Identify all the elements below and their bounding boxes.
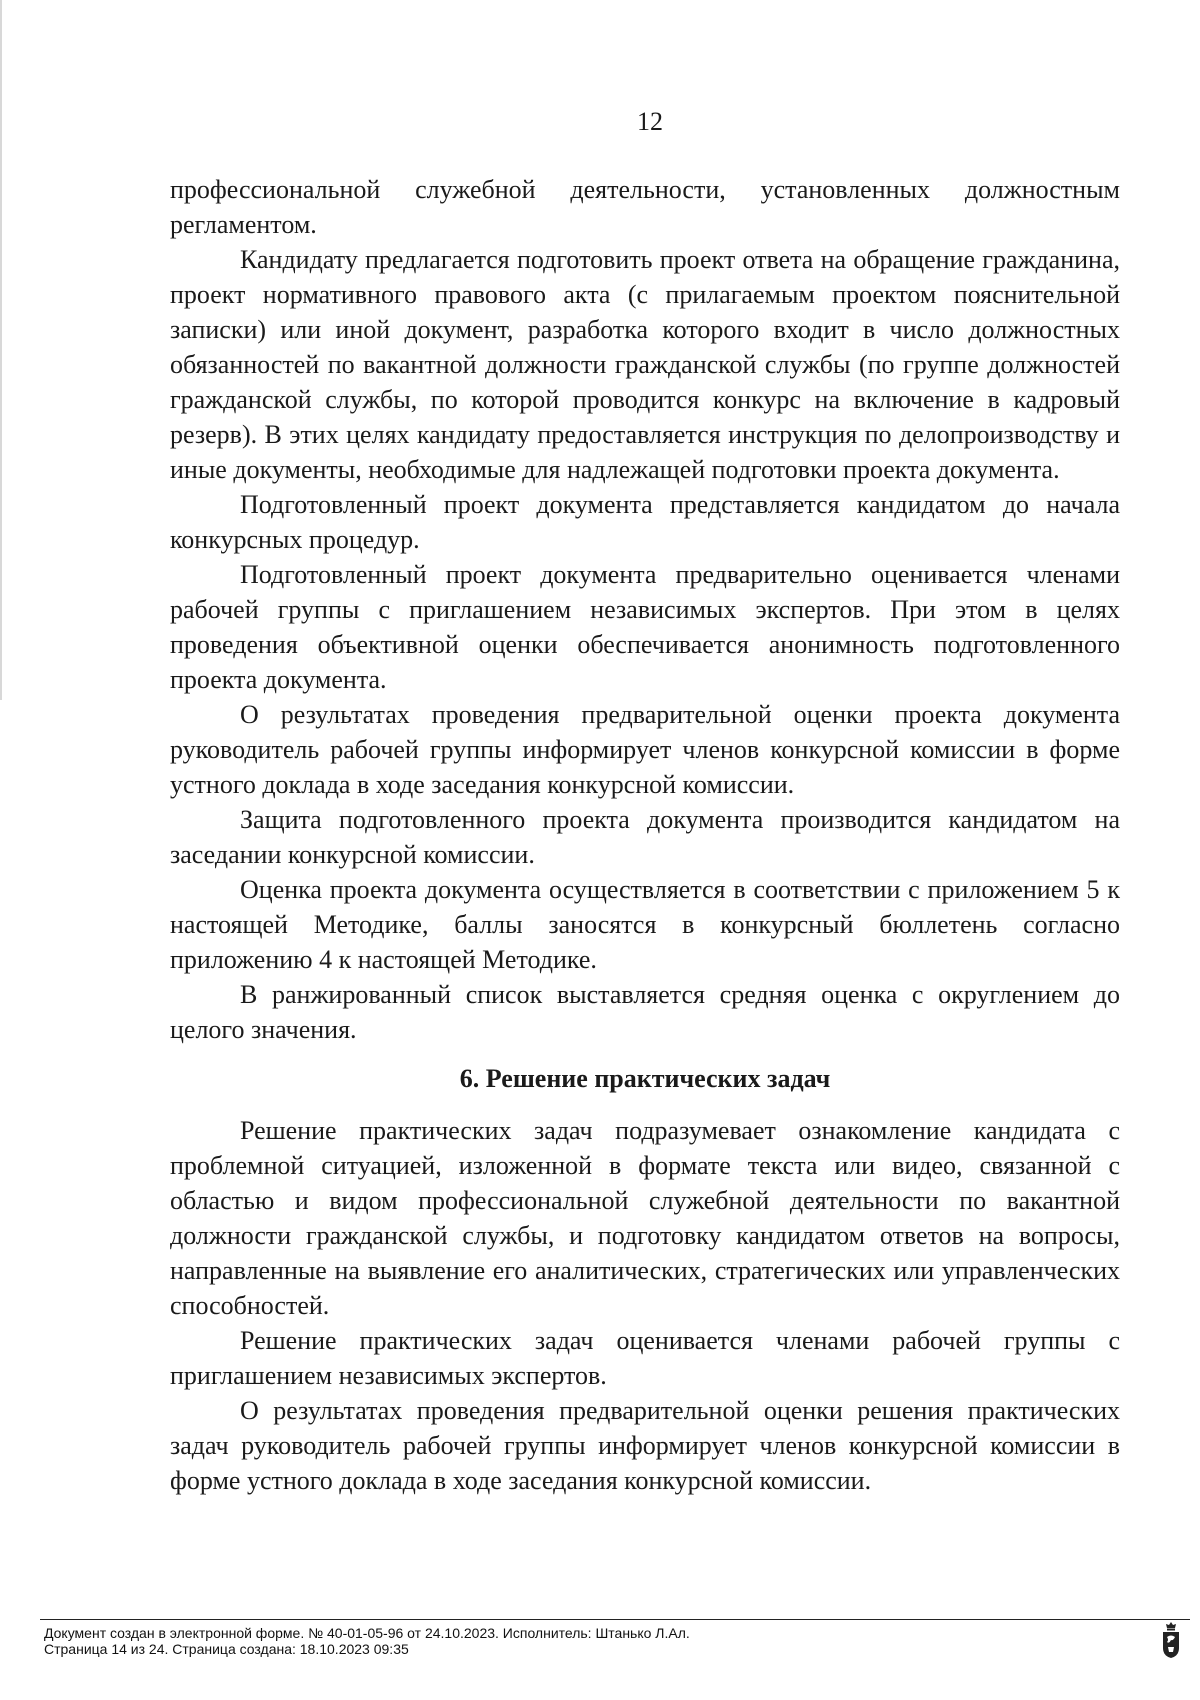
paragraph: Подготовленный проект документа предварительно оценивается членами рабочей группы с приглашением независимых экспертов. При этом в целях проведения объективной оценки обеспечивается анонимность подготовленного проекта документа. xyxy=(170,560,1120,694)
paragraph: Защита подготовленного проекта документа производится кандидатом на заседании конкурсной комиссии. xyxy=(170,805,1120,869)
paragraph: Оценка проекта документа осуществляется в соответствии с приложением 5 к настоящей Методике, баллы заносятся в конкурсный бюллетень согласно приложению 4 к настоящей Методике. xyxy=(170,875,1120,974)
paragraph: В ранжированный список выставляется средняя оценка с округлением до целого значения. xyxy=(170,980,1120,1044)
coat-of-arms-icon xyxy=(1160,1620,1182,1660)
paragraph: О результатах проведения предварительной оценки проекта документа руководитель рабочей группы информирует членов конкурсной комиссии в форме устного доклада в ходе заседания конкурсной комиссии. xyxy=(170,700,1120,799)
section-paragraph: Решение практических задач оценивается членами рабочей группы с приглашением независимых экспертов. xyxy=(170,1326,1120,1390)
section-paragraph: Решение практических задач подразумевает ознакомление кандидата с проблемной ситуацией, изложенной в формате текста или видео, связанной с областью и видом профессиональной служебной деятельности по вакантной должности гражданской службы, и подготовку кандидатом ответов на вопросы, направленные на выявление его аналитических, стратегических или управленческих способностей. xyxy=(170,1116,1120,1320)
footer-divider xyxy=(40,1619,1190,1620)
paragraph: Подготовленный проект документа представляется кандидатом до начала конкурсных процедур. xyxy=(170,490,1120,554)
section-heading: 6. Решение практических задач xyxy=(459,1064,831,1093)
page-number: 12 xyxy=(637,107,663,136)
footer-line-2: Страница 14 из 24. Страница создана: 18.10.2023 09:35 xyxy=(44,1641,409,1657)
footer-line-1: Документ создан в электронной форме. № 40-01-05-96 от 24.10.2023. Исполнитель: Штанько Л.Ал. xyxy=(44,1625,690,1641)
document-body xyxy=(170,172,1120,1498)
section-paragraph: О результатах проведения предварительной оценки решения практических задач руководитель рабочей группы информирует членов конкурсной комиссии в форме устного доклада в ходе заседания конкурсной комиссии. xyxy=(170,1396,1120,1495)
paragraph-continuation: профессиональной служебной деятельности, установленных должностным регламентом. xyxy=(170,175,1120,239)
paragraph: Кандидату предлагается подготовить проект ответа на обращение гражданина, проект нормативного правового акта (с прилагаемым проектом пояснительной записки) или иной документ, разработка которого входит в число должностных обязанностей по вакантной должности гражданской службы (по группе должностей гражданской службы, по которой проводится конкурс на включение в кадровый резерв). В этих целях кандидату предоставляется инструкция по делопроизводству и иные документы, необходимые для надлежащей подготовки проекта документа. xyxy=(170,245,1120,484)
document-footer xyxy=(44,1625,1124,1657)
